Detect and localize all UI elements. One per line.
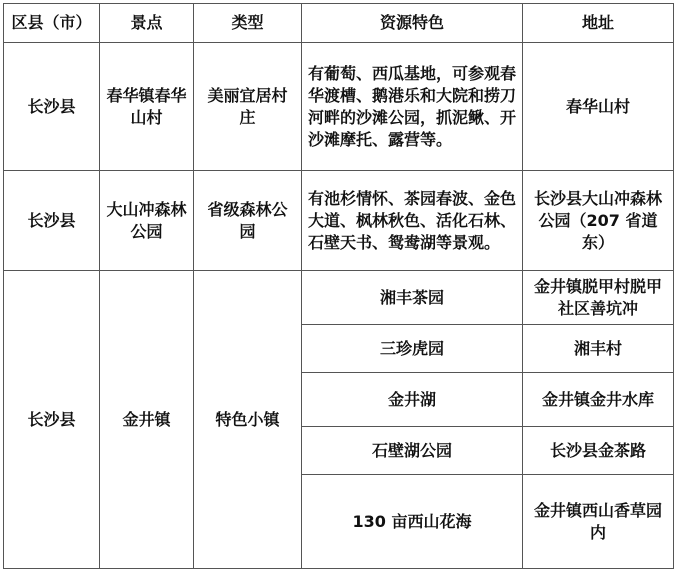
cell-features: 三珍虎园 [302,325,523,373]
header-county: 区县（市） [4,4,100,43]
cell-type: 特色小镇 [194,271,302,569]
header-address: 地址 [523,4,674,43]
cell-spot: 金井镇 [100,271,194,569]
cell-features: 石壁湖公园 [302,427,523,475]
cell-features: 金井湖 [302,373,523,427]
header-features: 资源特色 [302,4,523,43]
cell-address: 春华山村 [523,43,674,171]
cell-address: 长沙县金茶路 [523,427,674,475]
table-row [4,171,674,271]
cell-address: 金井镇金井水库 [523,373,674,427]
cell-spot: 春华镇春华山村 [100,43,194,171]
scenic-spots-table [3,3,674,569]
cell-features: 有池杉情怀、茶园春波、金色大道、枫林秋色、活化石林、石壁天书、鸳鸯湖等景观。 [302,171,523,271]
cell-spot: 大山冲森林公园 [100,171,194,271]
cell-county: 长沙县 [4,271,100,569]
cell-county: 长沙县 [4,171,100,271]
cell-address: 金井镇脱甲村脱甲社区善坑冲 [523,271,674,325]
table-row [4,271,674,325]
cell-type: 美丽宜居村庄 [194,43,302,171]
header-type: 类型 [194,4,302,43]
header-row [4,4,674,43]
table-row [4,43,674,171]
header-spot: 景点 [100,4,194,43]
cell-address: 长沙县大山冲森林公园（207 省道东） [523,171,674,271]
cell-county: 长沙县 [4,43,100,171]
cell-features: 130 亩西山花海 [302,475,523,569]
cell-features: 湘丰茶园 [302,271,523,325]
cell-address: 湘丰村 [523,325,674,373]
cell-address: 金井镇西山香草园内 [523,475,674,569]
cell-features: 有葡萄、西瓜基地，可参观春华渡槽、鹅港乐和大院和捞刀河畔的沙滩公园，抓泥鳅、开沙滩摩托、露营等。 [302,43,523,171]
table-container [3,3,673,569]
cell-type: 省级森林公园 [194,171,302,271]
